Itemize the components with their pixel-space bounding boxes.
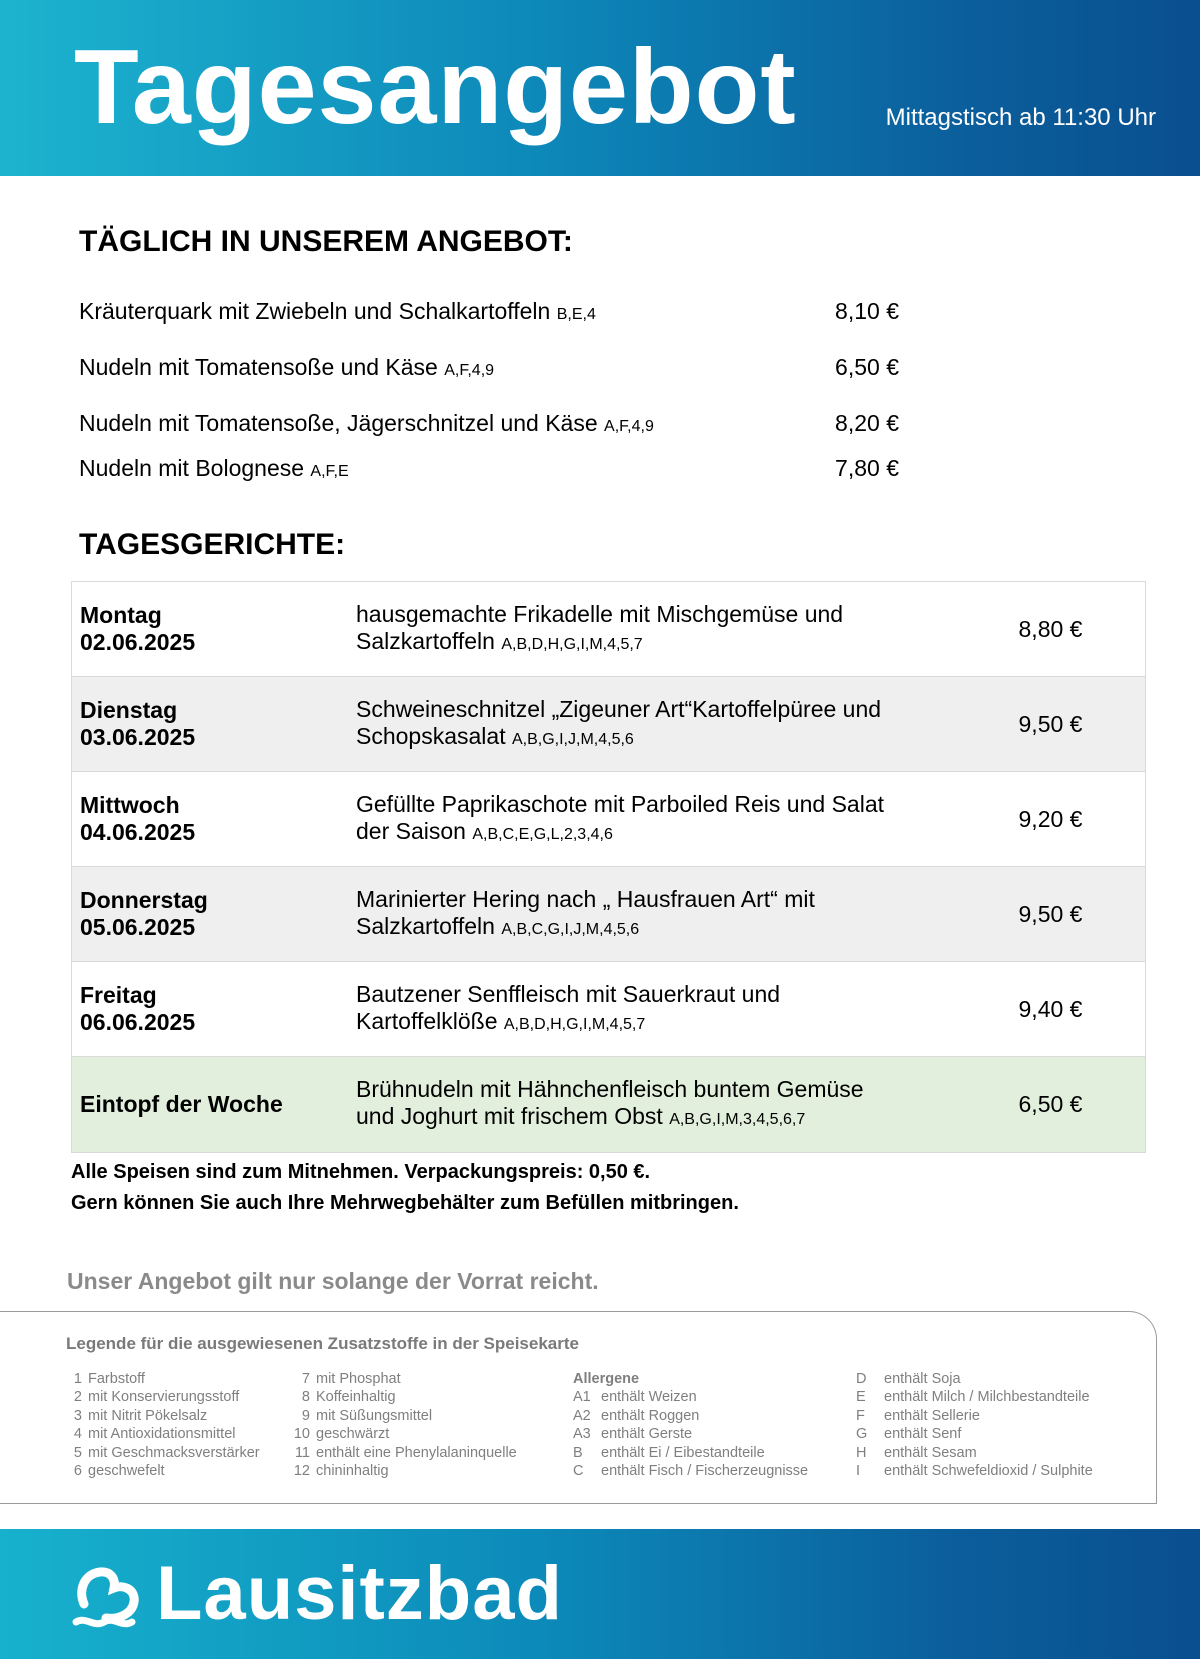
dish-name: Kräuterquark mit Zwiebeln und Schalkartoffeln: [79, 298, 551, 324]
eintopf-label: Eintopf der Woche: [80, 1091, 283, 1117]
table-row: [72, 582, 1145, 677]
legend-additives-2: [288, 1370, 517, 1480]
legend-allergens-2: [856, 1370, 1093, 1480]
dish-line: Gefüllte Paprikaschote mit Parboiled Reis und Salat: [356, 790, 885, 817]
legend-item: H enthält Sesam: [856, 1444, 977, 1461]
legend-item: 11 enthält eine Phenylalaninquelle: [294, 1444, 517, 1461]
page-title: Tagesangebot: [74, 28, 797, 146]
allergen-codes: A,B,D,H,G,I,M,4,5,7: [501, 635, 643, 653]
dish-price: 8,80 €: [1018, 615, 1083, 642]
dish-line: Marinierter Hering nach „ Hausfrauen Art“ mit: [356, 885, 815, 912]
legend-item: 10 geschwärzt: [293, 1426, 390, 1443]
table-row-eintopf: [72, 1057, 1145, 1152]
dish-line: Schopskasalat: [356, 722, 512, 749]
legend-item: 2 mit Konservierungsstoff: [73, 1389, 240, 1406]
dish-line: Brühnudeln mit Hähnchenfleisch buntem Gemüse: [356, 1076, 864, 1102]
table-row: [72, 677, 1145, 772]
brand-name: Lausitzbad: [156, 1551, 563, 1636]
table-row: [72, 867, 1145, 962]
dish-price: 8,10 €: [835, 298, 899, 324]
dish-line: hausgemachte Frikadelle mit Mischgemüse und: [356, 600, 844, 627]
dish-price: 9,50 €: [1018, 900, 1083, 927]
date: 05.06.2025: [80, 914, 196, 940]
dish-price: 6,50 €: [835, 354, 899, 380]
legend-item: 12 chininhaltig: [293, 1463, 389, 1480]
header-banner: [0, 0, 1200, 176]
dish-price: 9,40 €: [1018, 995, 1083, 1022]
dish-line: Salzkartoffeln: [356, 912, 495, 939]
lunch-time-subtitle: Mittagstisch ab 11:30 Uhr: [885, 104, 1156, 131]
weekday: Dienstag: [80, 697, 178, 723]
dish-name: Nudeln mit Tomatensoße, Jägerschnitzel und Käse: [79, 410, 598, 436]
legend-item: E enthält Milch / Milchbestandteile: [856, 1389, 1090, 1406]
fixed-menu-item: [79, 298, 899, 325]
legend-item: A2 enthält Roggen: [573, 1407, 700, 1424]
weekday: Mittwoch: [80, 792, 180, 818]
daily-dishes-heading: TAGESGERICHTE:: [79, 528, 346, 561]
takeaway-note: Alle Speisen sind zum Mitnehmen. Verpackungspreis: 0,50 €.: [71, 1161, 651, 1183]
stock-note: Unser Angebot gilt nur solange der Vorrat reicht.: [67, 1268, 599, 1294]
legend-item: A3 enthält Gerste: [573, 1426, 693, 1443]
dish-line: Schweineschnitzel „Zigeuner Art“Kartoffelpüree und: [356, 695, 882, 722]
fixed-menu-item: [79, 410, 899, 437]
allergen-codes: A,B,D,H,G,I,M,4,5,7: [503, 1015, 646, 1033]
legend-item: I enthält Schwefeldioxid / Sulphite: [856, 1463, 1093, 1480]
allergen-codes: A,B,G,I,M,3,4,5,6,7: [669, 1111, 806, 1128]
allergen-codes: A,B,C,E,G,L,2,3,4,6: [472, 825, 613, 843]
allergen-codes: A,B,G,I,J,M,4,5,6: [511, 730, 634, 748]
date: 03.06.2025: [80, 724, 196, 750]
legend-item: A1 enthält Weizen: [573, 1389, 697, 1406]
dish-line: Salzkartoffeln: [356, 627, 495, 654]
dish-line: und Joghurt mit frischem Obst: [356, 1103, 663, 1129]
legend-item: 1 Farbstoff: [73, 1371, 145, 1387]
legend-item: F enthält Sellerie: [856, 1407, 980, 1424]
legend-item: 7 mit Phosphat: [301, 1371, 401, 1387]
legend-item: 4 mit Antioxidationsmittel: [73, 1426, 236, 1443]
legend-item: G enthält Senf: [856, 1426, 962, 1443]
daily-dishes-table: [71, 581, 1146, 1153]
allergen-codes: B,E,4: [556, 306, 596, 323]
legend-additives-1: [60, 1370, 260, 1480]
lausitzbad-logo-icon: [70, 1560, 148, 1638]
legend-allergens-1: [573, 1370, 808, 1480]
allergen-codes: A,F,E: [310, 463, 349, 480]
weekday: Freitag: [80, 982, 157, 1008]
allergen-codes: A,F,4,9: [444, 362, 495, 379]
legend-item: 6 geschwefelt: [73, 1463, 165, 1480]
dish-line: Kartoffelklöße: [356, 1007, 498, 1034]
date: 06.06.2025: [80, 1009, 196, 1035]
table-row: [72, 962, 1145, 1057]
table-row: [72, 772, 1145, 867]
dish-price: 8,20 €: [835, 410, 899, 436]
reusable-container-note: Gern können Sie auch Ihre Mehrwegbehälter zum Befüllen mitbringen.: [71, 1192, 739, 1214]
weekday: Donnerstag: [80, 887, 208, 913]
dish-name: Nudeln mit Tomatensoße und Käse: [79, 354, 438, 380]
legend-title: Legende für die ausgewiesenen Zusatzstoffe in der Speisekarte: [66, 1334, 579, 1353]
fixed-menu-item: [79, 455, 899, 482]
dish-price: 9,50 €: [1018, 710, 1083, 737]
date: 02.06.2025: [80, 629, 196, 655]
allergen-codes: A,F,4,9: [604, 418, 654, 435]
dish-price: 7,80 €: [835, 455, 899, 481]
legend-item: 9 mit Süßungsmittel: [301, 1407, 433, 1424]
dish-line: Bautzener Senffleisch mit Sauerkraut und: [356, 980, 781, 1007]
legend-item: C enthält Fisch / Fischerzeugnisse: [573, 1463, 809, 1480]
dish-price: 6,50 €: [1018, 1091, 1083, 1117]
allergen-heading: Allergene: [573, 1371, 640, 1387]
dish-price: 9,20 €: [1018, 805, 1083, 832]
legend-item: 5 mit Geschmacksverstärker: [73, 1444, 260, 1461]
fixed-menu-item: [79, 354, 899, 381]
dish-line: der Saison: [356, 817, 466, 844]
weekday: Montag: [80, 602, 162, 628]
date: 04.06.2025: [80, 819, 196, 845]
allergen-codes: A,B,C,G,I,J,M,4,5,6: [501, 920, 640, 938]
legend-item: 3 mit Nitrit Pökelsalz: [73, 1407, 208, 1424]
fixed-menu-heading: TÄGLICH IN UNSEREM ANGEBOT:: [79, 225, 573, 258]
legend-item: 8 Koffeinhaltig: [301, 1389, 396, 1406]
dish-name: Nudeln mit Bolognese: [79, 455, 305, 481]
legend-item: D enthält Soja: [856, 1371, 961, 1387]
legend-item: B enthält Ei / Eibestandteile: [573, 1444, 765, 1461]
